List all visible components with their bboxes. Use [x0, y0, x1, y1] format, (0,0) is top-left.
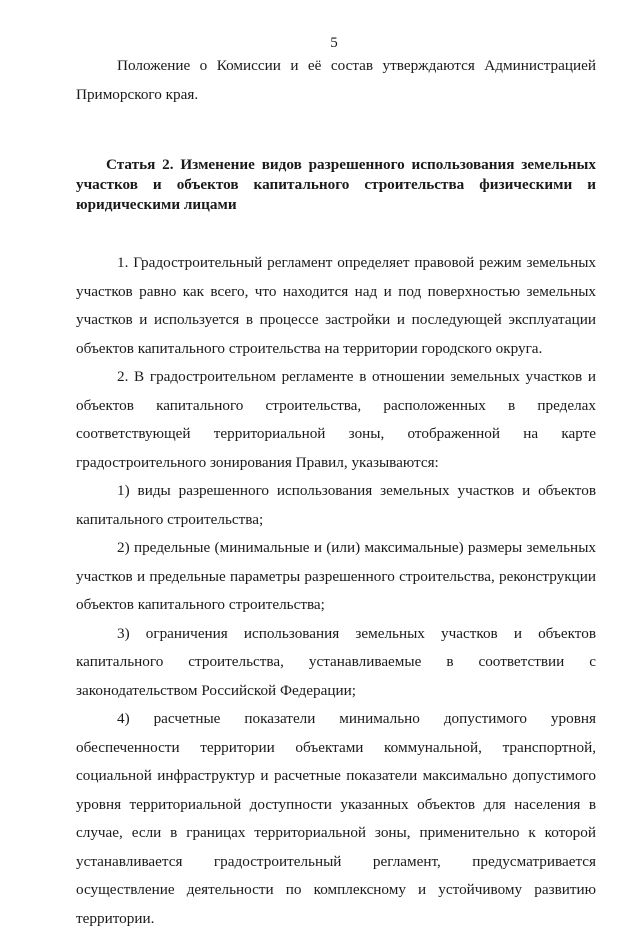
list-item-calculated-indicators: 4) расчетные показатели минимально допустимого уровня обеспеченности территории объектами коммунальной, транспортной, социальной инфраструктур и расчетные показатели максимально допустимого уровня территориальной доступности указанных объектов для населения в случае, если в границах территориальной зоны, применительно к которой устанавливается градостроительный регламент, предусматривается осуществление деятельности по комплексному и устойчивому развитию территории.: [76, 710, 596, 927]
intro-paragraph: Положение о Комиссии и её состав утверждаются Администрацией Приморского края.: [76, 57, 596, 103]
article-heading: Статья 2. Изменение видов разрешенного использования земельных участков и объектов капитального строительства физическими и юридическими лицами: [76, 156, 596, 213]
document-body: [76, 52, 596, 933]
page-number: 5: [330, 35, 338, 51]
list-item-size-limits: 2) предельные (минимальные и (или) максимальные) размеры земельных участков и предельные параметры разрешенного строительства, реконструкции объектов капитального строительства;: [76, 539, 596, 613]
paragraph-regulation-definition: 1. Градостроительный регламент определяет правовой режим земельных участков равно как всего, что находится над и под поверхностью земельных участков и используется в процессе застройки и последующей эксплуатации объектов капитального строительства на территории городского округа.: [76, 254, 596, 357]
list-item-permitted-uses: 1) виды разрешенного использования земельных участков и объектов капитального строительства;: [76, 482, 596, 528]
paragraph-regulation-contents: 2. В градостроительном регламенте в отношении земельных участков и объектов капитального строительства, расположенных в пределах соответствующей территориальной зоны, отображенной на карте градостроительного зонирования Правил, указываются:: [76, 368, 596, 471]
heading-spacer: [76, 215, 596, 249]
list-item-use-restrictions: 3) ограничения использования земельных участков и объектов капитального строительства, устанавливаемые в соответствии с законодательством Российской Федерации;: [76, 624, 596, 699]
